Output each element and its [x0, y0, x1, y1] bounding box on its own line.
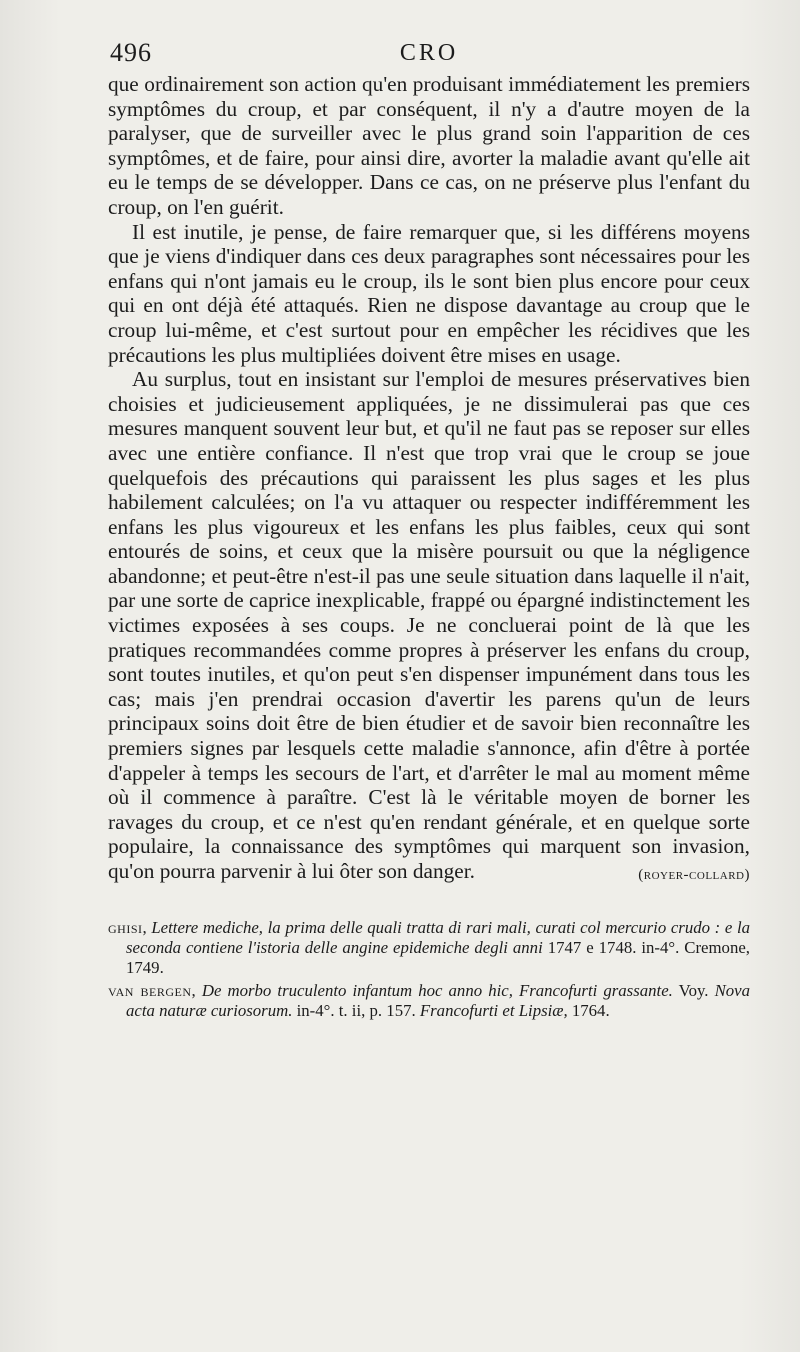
bibliography: [108, 918, 750, 1022]
bib-title: Lettere mediche, la prima delle quali tratta di rari mali, curati col mercurio crudo : e la seconda contiene l'istoria delle angine epidemiche degli anni: [126, 917, 751, 957]
running-head: CRO: [399, 40, 459, 66]
bib-author: ghisi: [108, 917, 143, 937]
bib-title: De morbo truculento infantum hoc anno hic, Francofurti grassante.: [201, 981, 673, 1001]
author-signature: (royer-collard): [638, 867, 750, 883]
bib-author: van bergen: [108, 981, 192, 1001]
paragraph-text: Au surplus, tout en insistant sur l'emploi de mesures préservatives bien choisies et judicieusement appliquées, je ne dissimulerai pas que ces mesures manquent souvent leur but, et qu'il ne faut pas se reposer sur elles avec une entière confiance. Il n'est que trop vrai que le croup se joue quelquefois des précautions qui paraissent les plus sages et les plus habilement calculées; on l'a vu attaquer ou respecter indifféremment les enfans les plus vigoureux et les enfans les plus faibles, ceux qui sont entourés de soins, et ceux que la misère poursuit ou que la négligence abandonne; et peut-être n'est-il pas une seule situation dans laquelle il n'ait, par une sorte de caprice inexplicable, frappé ou épargné indistinctement les victimes exposées à ses coups. Je ne concluerai point de là que les pratiques recommandées comme propres à préserver les enfans du croup, sont toutes inutiles, et qu'on peut s'en dispenser impunément dans tous les cas; mais j'en prendrai occasion d'avertir les parens qu'un de leurs principaux soins doit être de bien étudier et de savoir bien reconnaître les premiers signes par lesquels cette maladie s'annonce, afin d'être à portée d'appeler à temps les secours de l'art, et d'arrêter le mal au moment même où il commence à paraître. C'est là le véritable moyen de borner les ravages du croup, et ce n'est qu'en rendant générale, et en quelque sorte populaire, la connaissance des symptômes qui marquent son invasion, qu'on pourra parvenir à lui ôter son danger.: [108, 367, 750, 883]
bib-see: Voy.: [678, 981, 709, 1001]
bib-journal: Nova acta naturæ curiosorum.: [126, 981, 751, 1021]
paragraph: Il est inutile, je pense, de faire remarquer que, si les différens moyens que je viens d'indiquer dans ces deux paragraphes sont nécessaires pour les enfans qui n'ont jamais eu le croup, ils le sont bien plus encore pour ceux qui en ont déjà été attaqués. Rien ne dispose davantage au croup que le croup lui-même, et c'est surtout pour en empêcher les récidives que les précautions les plus multipliées doivent être mises en usage.: [108, 219, 750, 367]
bibliography-entry: ghisi, Lettere mediche, la prima delle quali tratta di rari mali, curati col mercurio crudo : e la seconda contiene l'istoria delle angine epidemiche degli anni 1747 e 1748. in-4°. Cremone, 1749.: [108, 917, 751, 977]
bib-details: 1747 e 1748. in-4°. Cremone, 1749.: [126, 937, 750, 977]
paragraph: [108, 367, 750, 883]
bibliography-entry: van bergen, De morbo truculento infantum hoc anno hic, Francofurti grassante. Voy. Nova acta naturæ curiosorum. in-4°. t. ii, p. 157. Francofurti et Lipsiæ, 1764.: [108, 981, 751, 1021]
bib-details: in-4°. t. ii, p. 157.: [296, 1001, 416, 1021]
page-number: 496: [110, 38, 152, 67]
bib-place: Francofurti et Lipsiæ,: [419, 1001, 568, 1021]
bib-year: 1764.: [571, 1001, 610, 1021]
paragraph-continuation: que ordinairement son action qu'en produisant immédiatement les premiers symptômes du croup, et par conséquent, il n'y a d'autre moyen de la paralyser, que de surveiller avec le plus grand soin l'apparition de ces symptômes, et de faire, pour ainsi dire, avorter la maladie avant qu'elle ait eu le temps de se développer. Dans ce cas, on ne préserve plus l'enfant du croup, on l'en guérit.: [108, 72, 750, 219]
body-text: [108, 72, 750, 884]
page-header: [108, 36, 750, 70]
